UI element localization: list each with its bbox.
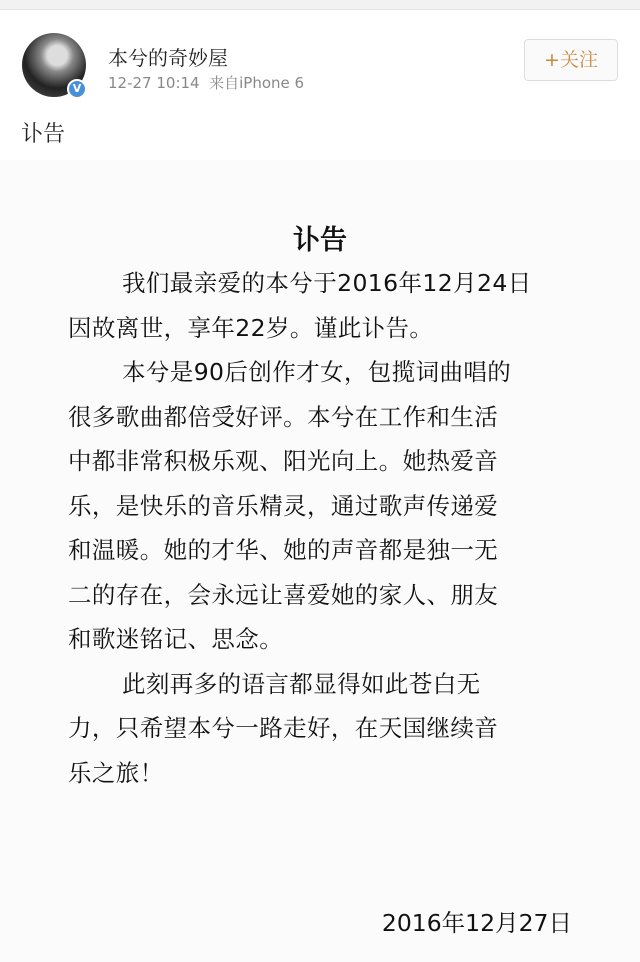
notice-line: 乐，是快乐的音乐精灵，通过歌声传递爱: [68, 491, 499, 520]
notice-line: 此刻再多的语言都显得如此苍白无: [122, 669, 481, 698]
notice-line: 中都非常积极乐观、阳光向上。她热爱音: [68, 447, 499, 475]
follow-button[interactable]: +关注: [524, 39, 618, 81]
notice-line: 乐之旅！: [68, 758, 164, 787]
notice-line: 二的存在，会永远让喜爱她的家人、朋友: [68, 580, 499, 609]
notice-line: 我们最亲爱的本兮于2016年12月24日: [122, 269, 532, 297]
notice-line: 和温暖。她的才华、她的声音都是独一无: [68, 536, 499, 564]
notice-image[interactable]: [0, 160, 640, 962]
post-meta: [108, 72, 304, 93]
notice-title: 讣告: [293, 225, 347, 256]
notice-date: 2016年12月27日: [381, 909, 572, 937]
verified-icon: V: [67, 79, 87, 99]
notice-line: 因故离世，享年22岁。谨此讣告。: [68, 313, 434, 342]
post-text: 讣告: [21, 122, 66, 147]
notice-line: 力，只希望本兮一路走好，在天国继续音: [68, 714, 499, 742]
notice-body: [68, 261, 532, 795]
username[interactable]: 本兮的奇妙屋: [108, 46, 228, 70]
timestamp: 12-27 10:14: [108, 74, 200, 92]
source: 来自iPhone 6: [209, 74, 305, 92]
notice-line: 很多歌曲都倍受好评。本兮在工作和生活: [68, 402, 499, 431]
notice-line: 本兮是90后创作才女，包揽词曲唱的: [122, 358, 512, 386]
notice-line: 和歌迷铭记、思念。: [68, 625, 284, 653]
top-bar: [0, 0, 640, 10]
